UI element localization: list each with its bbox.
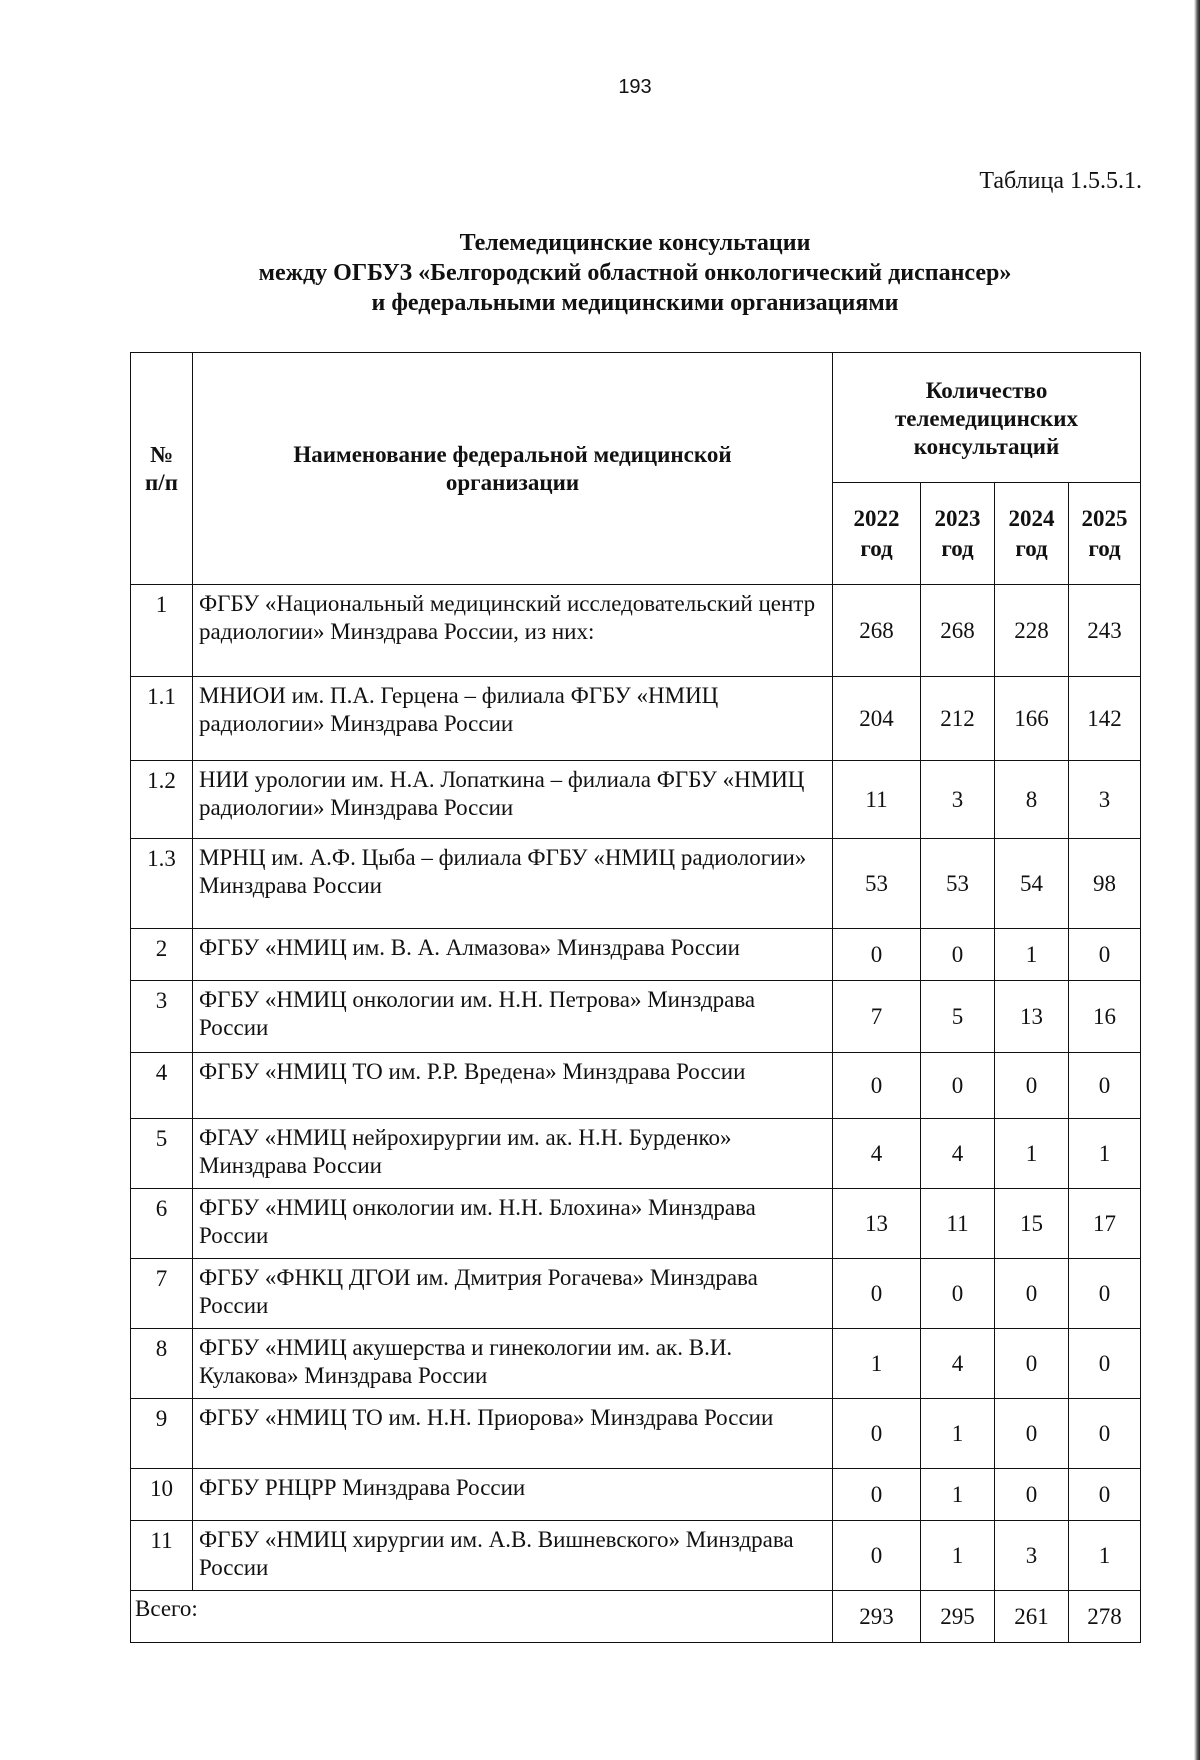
total-2025: 278 [1069,1591,1141,1643]
year-label: 2022 [853,505,900,531]
header-name: Наименование федеральной медицинской организации [193,353,833,585]
total-label: Всего: [131,1591,833,1643]
total-2023: 295 [921,1591,995,1643]
value-2025: 0 [1069,1053,1141,1119]
value-2022: 268 [833,585,921,677]
row-num: 1.3 [131,839,193,929]
header-count-group: Количество телемедицинских консультаций [833,353,1141,483]
value-2024: 3 [995,1521,1069,1591]
value-2024: 0 [995,1399,1069,1469]
row-num: 9 [131,1399,193,1469]
table-row [131,1189,1141,1259]
year-unit: год [860,535,893,561]
value-2025: 98 [1069,839,1141,929]
table-row [131,1053,1141,1119]
value-2023: 5 [921,981,995,1053]
year-label: 2023 [934,505,981,531]
scan-edge-shadow [1194,0,1200,1760]
value-2025: 0 [1069,1259,1141,1329]
value-2022: 53 [833,839,921,929]
row-org-name: МНИОИ им. П.А. Герцена – филиала ФГБУ «НМИЦ радиологии» Минздрава России [193,677,833,761]
value-2022: 7 [833,981,921,1053]
value-2022: 204 [833,677,921,761]
table-row [131,585,1141,677]
row-org-name: ФГБУ «НМИЦ онкологии им. Н.Н. Блохина» Минздрава России [193,1189,833,1259]
value-2024: 166 [995,677,1069,761]
value-2025: 0 [1069,929,1141,981]
value-2023: 4 [921,1329,995,1399]
value-2025: 1 [1069,1119,1141,1189]
row-org-name: ФГБУ «НМИЦ онкологии им. Н.Н. Петрова» Минздрава России [193,981,833,1053]
year-label: 2024 [1008,505,1055,531]
title-line-3: и федеральными медицинскими организациями [371,290,899,316]
value-2023: 0 [921,929,995,981]
title-line-2: между ОГБУЗ «Белгородский областной онкологический диспансер» [258,260,1012,286]
value-2024: 228 [995,585,1069,677]
value-2023: 212 [921,677,995,761]
value-2023: 4 [921,1119,995,1189]
year-unit: год [941,535,974,561]
table-row [131,1329,1141,1399]
header-year-2025 [1069,483,1141,585]
value-2023: 1 [921,1521,995,1591]
value-2023: 1 [921,1469,995,1521]
row-org-name: ФГБУ «Национальный медицинский исследовательский центр радиологии» Минздрава России, из них: [193,585,833,677]
row-num: 10 [131,1469,193,1521]
table-row [131,677,1141,761]
value-2025: 0 [1069,1469,1141,1521]
value-2022: 1 [833,1329,921,1399]
value-2023: 1 [921,1399,995,1469]
table-row [131,1469,1141,1521]
table-row [131,1119,1141,1189]
value-2025: 142 [1069,677,1141,761]
value-2024: 0 [995,1259,1069,1329]
row-num: 4 [131,1053,193,1119]
year-unit: год [1015,535,1048,561]
value-2023: 0 [921,1259,995,1329]
value-2025: 16 [1069,981,1141,1053]
row-num: 1 [131,585,193,677]
total-2022: 293 [833,1591,921,1643]
table-row [131,981,1141,1053]
table-row [131,1399,1141,1469]
row-num: 8 [131,1329,193,1399]
value-2022: 4 [833,1119,921,1189]
value-2025: 243 [1069,585,1141,677]
value-2022: 0 [833,1259,921,1329]
consultations-table [130,352,1141,1643]
row-org-name: ФГАУ «НМИЦ нейрохирургии им. ак. Н.Н. Бурденко» Минздрава России [193,1119,833,1189]
value-2023: 268 [921,585,995,677]
table-row [131,761,1141,839]
row-num: 1.2 [131,761,193,839]
year-unit: год [1088,535,1121,561]
row-num: 7 [131,1259,193,1329]
value-2024: 0 [995,1469,1069,1521]
row-org-name: ФГБУ «ФНКЦ ДГОИ им. Дмитрия Рогачева» Минздрава России [193,1259,833,1329]
value-2022: 13 [833,1189,921,1259]
value-2025: 0 [1069,1329,1141,1399]
row-org-name: НИИ урологии им. Н.А. Лопаткина – филиала ФГБУ «НМИЦ радиологии» Минздрава России [193,761,833,839]
title-line-1: Телемедицинские консультации [459,230,811,256]
row-num: 11 [131,1521,193,1591]
row-num: 2 [131,929,193,981]
value-2023: 3 [921,761,995,839]
row-org-name: ФГБУ «НМИЦ ТО им. Н.Н. Приорова» Минздрава России [193,1399,833,1469]
document-title [130,228,1140,318]
value-2024: 15 [995,1189,1069,1259]
row-org-name: ФГБУ «НМИЦ ТО им. Р.Р. Вредена» Минздрава России [193,1053,833,1119]
row-org-name: ФГБУ РНЦРР Минздрава России [193,1469,833,1521]
value-2022: 0 [833,929,921,981]
header-year-2023 [921,483,995,585]
table-caption: Таблица 1.5.5.1. [979,168,1142,194]
value-2022: 0 [833,1399,921,1469]
table-row [131,1259,1141,1329]
value-2023: 0 [921,1053,995,1119]
row-num: 6 [131,1189,193,1259]
row-org-name: МРНЦ им. А.Ф. Цыба – филиала ФГБУ «НМИЦ радиологии» Минздрава России [193,839,833,929]
table-row [131,929,1141,981]
value-2024: 0 [995,1329,1069,1399]
value-2022: 0 [833,1053,921,1119]
row-org-name: ФГБУ «НМИЦ акушерства и гинекологии им. ак. В.И. Кулакова» Минздрава России [193,1329,833,1399]
table-row [131,839,1141,929]
table-row [131,1521,1141,1591]
value-2024: 1 [995,1119,1069,1189]
header-year-2024 [995,483,1069,585]
value-2025: 17 [1069,1189,1141,1259]
row-org-name: ФГБУ «НМИЦ хирургии им. А.В. Вишневского» Минздрава России [193,1521,833,1591]
row-num: 5 [131,1119,193,1189]
row-org-name: ФГБУ «НМИЦ им. В. А. Алмазова» Минздрава России [193,929,833,981]
value-2024: 1 [995,929,1069,981]
year-label: 2025 [1081,505,1128,531]
value-2025: 1 [1069,1521,1141,1591]
value-2025: 3 [1069,761,1141,839]
value-2023: 11 [921,1189,995,1259]
value-2022: 11 [833,761,921,839]
header-num: № п/п [131,353,193,585]
value-2025: 0 [1069,1399,1141,1469]
value-2022: 0 [833,1521,921,1591]
value-2024: 54 [995,839,1069,929]
value-2023: 53 [921,839,995,929]
header-year-2022 [833,483,921,585]
value-2024: 8 [995,761,1069,839]
total-2024: 261 [995,1591,1069,1643]
total-row [131,1591,1141,1643]
page-number: 193 [618,76,652,98]
value-2024: 0 [995,1053,1069,1119]
row-num: 3 [131,981,193,1053]
row-num: 1.1 [131,677,193,761]
value-2022: 0 [833,1469,921,1521]
value-2024: 13 [995,981,1069,1053]
